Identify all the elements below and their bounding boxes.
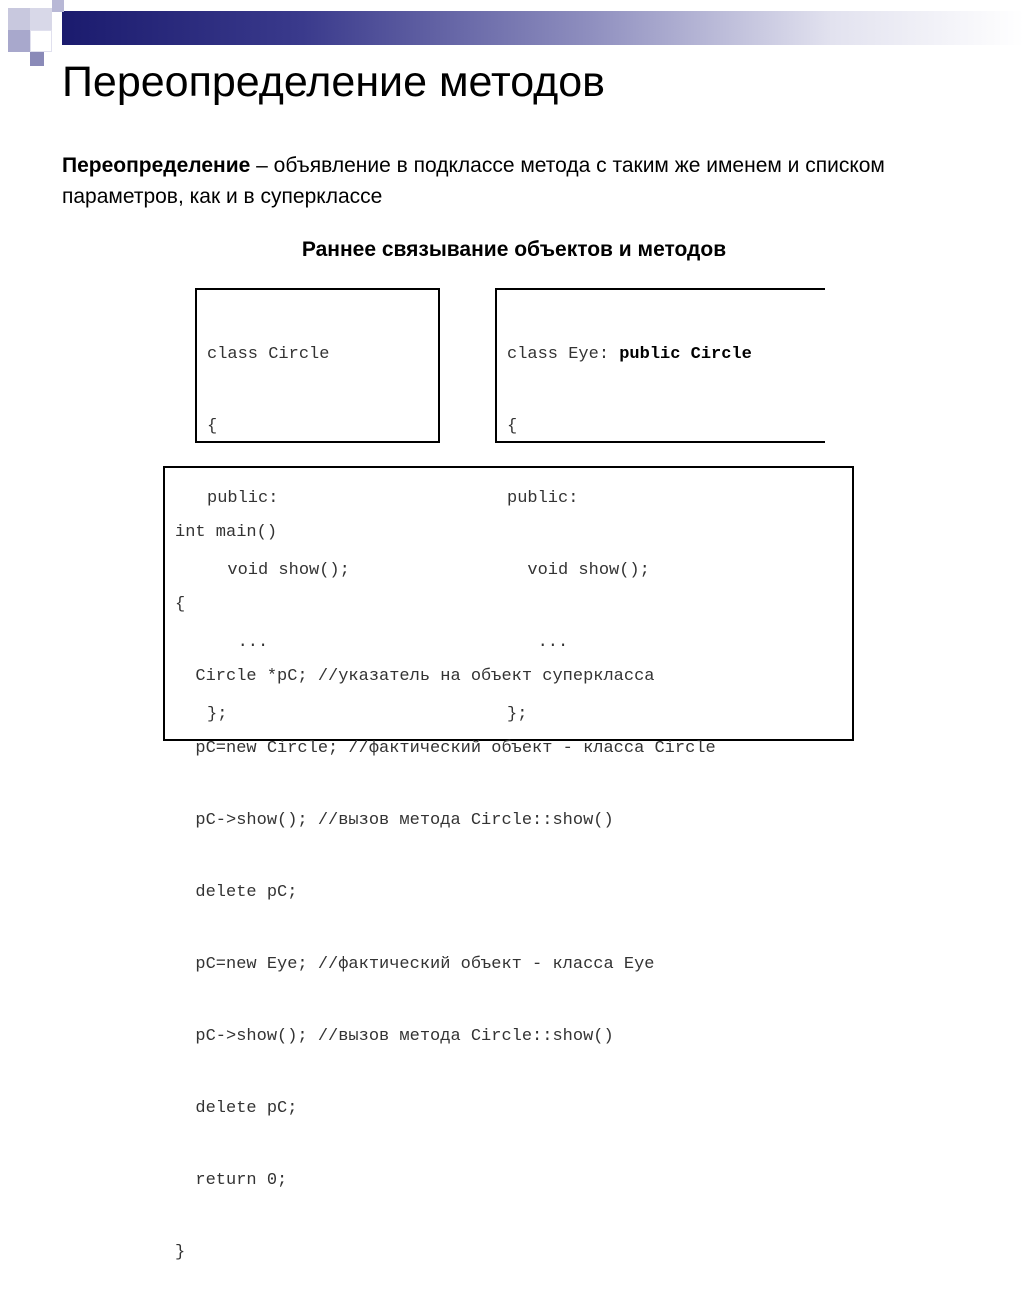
code-line: class Circle	[207, 345, 330, 364]
slide-title: Переопределение методов	[62, 58, 606, 106]
decorative-square	[30, 52, 44, 66]
decorative-square	[8, 30, 30, 52]
code-line: Circle *pC; //указатель на объект суперкласса	[175, 667, 655, 686]
code-line: {	[207, 417, 218, 436]
code-line: pC->show(); //вызов метода Circle::show()	[175, 1027, 614, 1046]
code-line: ...	[207, 633, 269, 652]
definition-paragraph	[62, 150, 992, 212]
code-line: public:	[507, 489, 579, 508]
code-line: {	[507, 417, 518, 436]
code-fragment: class Eye:	[507, 345, 620, 364]
code-line	[507, 343, 825, 367]
section-subheading: Раннее связывание объектов и методов	[301, 238, 727, 261]
code-line: delete pC;	[175, 883, 298, 902]
code-block-eye-class	[495, 288, 825, 724]
code-block-main-function	[163, 466, 854, 1262]
code-line: pC->show(); //вызов метода Circle::show()	[175, 811, 614, 830]
decorative-square	[30, 8, 52, 30]
header-gradient-bar	[62, 11, 1024, 45]
code-line: ...	[507, 633, 569, 652]
code-line: void show();	[207, 561, 350, 580]
code-line: void show();	[507, 561, 650, 580]
code-fragment-bold: public Circle	[619, 345, 752, 364]
code-line: delete pC;	[175, 1099, 298, 1118]
decorative-square	[52, 0, 64, 12]
code-line: };	[507, 705, 528, 724]
code-line: pC=new Circle; //фактический объект - класса Circle	[175, 739, 716, 758]
code-line: int main()	[175, 523, 278, 542]
code-line: pC=new Eye; //фактический объект - класса Eye	[175, 955, 655, 974]
code-line: };	[207, 705, 228, 724]
decorative-square	[8, 8, 30, 30]
definition-text: – объявление в подклассе метода с таким же именем и списком параметров, как и в суперклассе	[62, 154, 885, 208]
code-line: return 0;	[175, 1171, 288, 1190]
code-line: {	[175, 595, 186, 614]
code-line: }	[175, 1243, 186, 1262]
decorative-square	[30, 30, 52, 52]
definition-term: Переопределение	[62, 154, 251, 177]
code-line: public:	[207, 489, 279, 508]
